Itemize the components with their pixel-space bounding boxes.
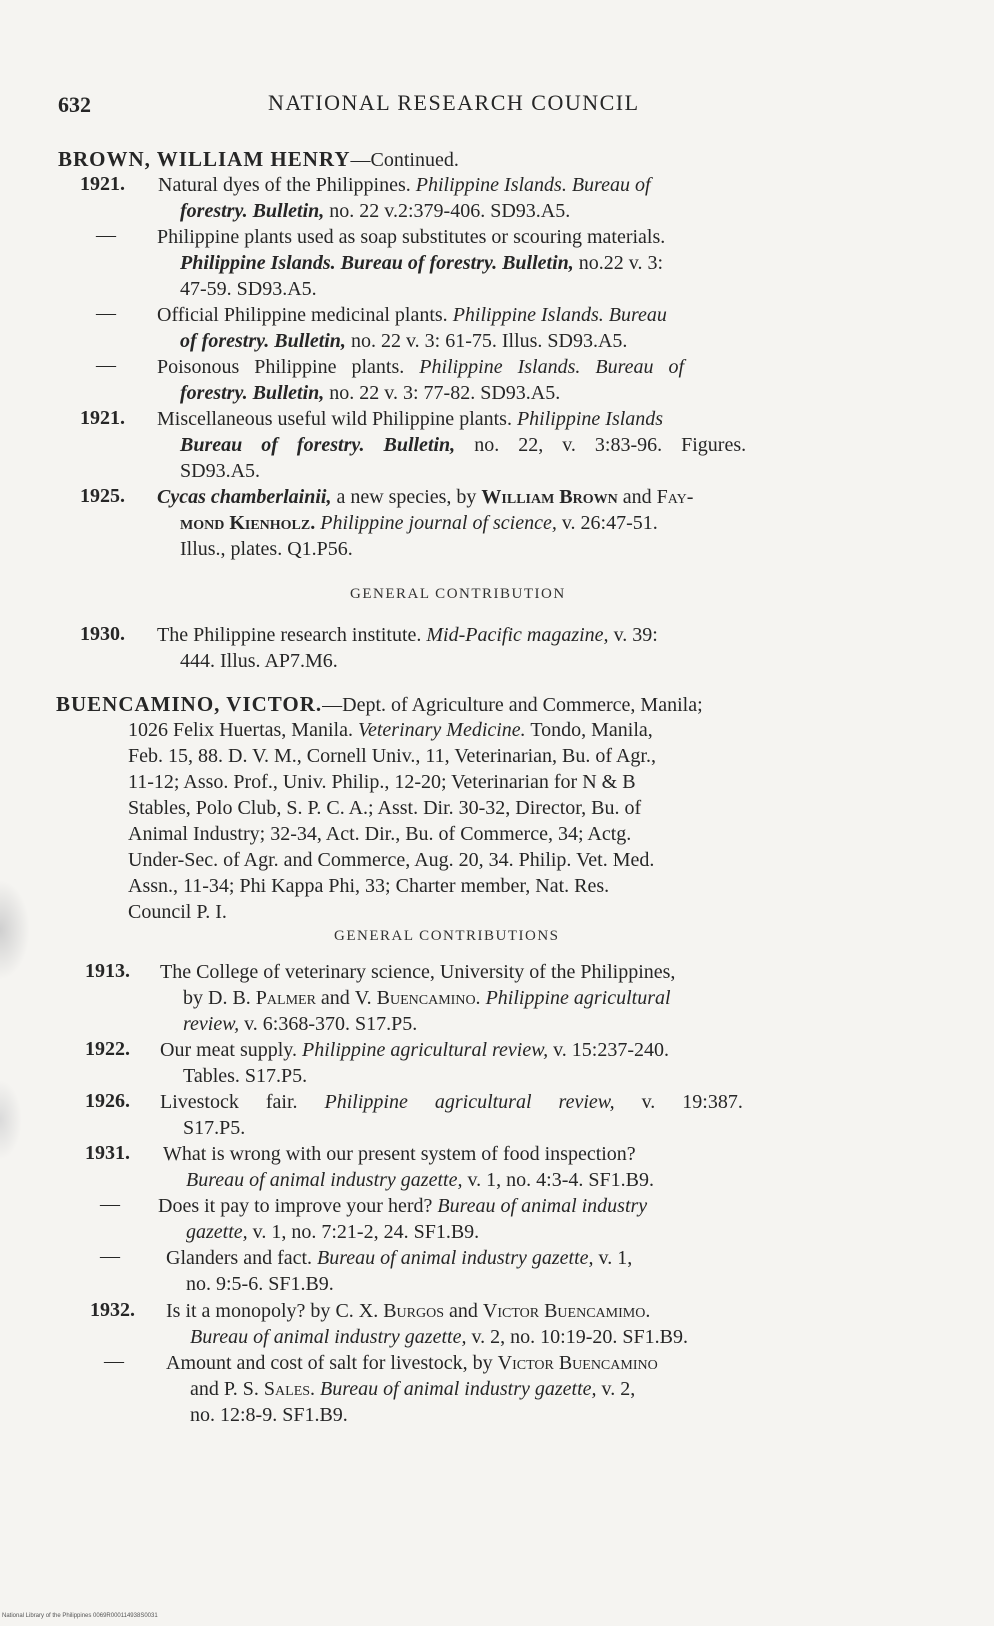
ditto-dash: — (96, 354, 116, 376)
ditto-dash: — (104, 1350, 124, 1372)
entry-citation: forestry. Bulletin, no. 22 v.2:379-406. SD93.A5. (180, 200, 571, 222)
scan-smudge (0, 880, 30, 980)
entry-year: 1921. (80, 407, 125, 429)
page-number: 632 (58, 92, 91, 117)
entry-year: 1926. (85, 1090, 130, 1112)
entry-citation: 47-59. SD93.A5. (180, 278, 317, 300)
entry-title: Philippine plants used as soap substitutes or scouring materials. (157, 226, 666, 248)
bio-line: Assn., 11-34; Phi Kappa Phi, 33; Charter member, Nat. Res. (128, 875, 610, 897)
entry-title: Livestock fair. Philippine agricultural review, v. 19:387. (160, 1091, 743, 1113)
entry-title: Our meat supply. Philippine agricultural review, v. 15:237-240. (160, 1039, 670, 1061)
entry-citation: gazette, v. 1, no. 7:21-2, 24. SF1.B9. (186, 1221, 480, 1243)
entry-citation: Illus., plates. Q1.P56. (180, 538, 353, 560)
entry-title: The Philippine research institute. Mid-Pacific magazine, v. 39: (157, 624, 658, 646)
entry-citation: no. 9:5-6. SF1.B9. (186, 1273, 334, 1295)
entry-citation: review, v. 6:368-370. S17.P5. (183, 1013, 418, 1035)
entry-year: 1931. (85, 1142, 130, 1164)
entry-citation: Bureau of forestry. Bulletin, no. 22, v. 3:83-96. Figures. (180, 434, 747, 456)
ditto-dash: — (96, 224, 116, 246)
entry-year: 1932. (90, 1299, 135, 1321)
author-heading-buencamino: BUENCAMINO, VICTOR.—Dept. of Agriculture and Commerce, Manila; (56, 692, 703, 716)
entry-title: Does it pay to improve your herd? Bureau of animal industry (158, 1195, 648, 1217)
entry-year: 1913. (85, 960, 130, 982)
entry-year: 1921. (80, 173, 125, 195)
ditto-dash: — (96, 302, 116, 324)
entry-citation: S17.P5. (183, 1117, 246, 1139)
entry-title: Is it a monopoly? by C. X. Burgos and Victor Buencamimo. (166, 1300, 651, 1322)
entry-citation: Bureau of animal industry gazette, v. 1, no. 4:3-4. SF1.B9. (186, 1169, 654, 1191)
entry-title: Official Philippine medicinal plants. Philippine Islands. Bureau (157, 304, 667, 326)
bio-line: 11-12; Asso. Prof., Univ. Philip., 12-20; Veterinarian for N & B (128, 771, 636, 793)
entry-citation: Tables. S17.P5. (183, 1065, 308, 1087)
entry-title: Poisonous Philippine plants. Philippine Islands. Bureau of (157, 356, 685, 378)
section-heading: GENERAL CONTRIBUTIONS (334, 928, 560, 944)
entry-citation: 444. Illus. AP7.M6. (180, 650, 338, 672)
entry-citation: Bureau of animal industry gazette, v. 2, no. 10:19-20. SF1.B9. (190, 1326, 688, 1348)
bio-line: 1026 Felix Huertas, Manila. Veterinary Medicine. Tondo, Manila, (128, 719, 653, 741)
author-heading-brown: BROWN, WILLIAM HENRY—Continued. (58, 147, 459, 171)
entry-title: What is wrong with our present system of food inspection? (163, 1143, 636, 1165)
scan-smudge-lower (0, 1080, 22, 1160)
ditto-dash: — (100, 1193, 120, 1215)
entry-citation: of forestry. Bulletin, no. 22 v. 3: 61-75. Illus. SD93.A5. (180, 330, 628, 352)
entry-citation: no. 12:8-9. SF1.B9. (190, 1404, 348, 1426)
entry-year: 1925. (80, 485, 125, 507)
entry-citation: mond Kienholz. Philippine journal of science, v. 26:47-51. (180, 512, 658, 534)
entry-citation: and P. S. Sales. Bureau of animal industry gazette, v. 2, (190, 1378, 636, 1400)
entry-title: The College of veterinary science, University of the Philippines, (160, 961, 676, 983)
bio-line: Feb. 15, 88. D. V. M., Cornell Univ., 11, Veterinarian, Bu. of Agr., (128, 745, 656, 767)
entry-title: Miscellaneous useful wild Philippine plants. Philippine Islands (157, 408, 664, 430)
entry-citation: by D. B. Palmer and V. Buencamino. Philippine agricultural (183, 987, 671, 1009)
bio-line: Council P. I. (128, 901, 227, 923)
entry-citation: forestry. Bulletin, no. 22 v. 3: 77-82. SD93.A5. (180, 382, 561, 404)
entry-year: 1922. (85, 1038, 130, 1060)
scan-footer: National Library of the Philippines 0069R000114938S0031 (2, 1613, 158, 1619)
entry-title: Glanders and fact. Bureau of animal industry gazette, v. 1, (166, 1247, 633, 1269)
ditto-dash: — (100, 1245, 120, 1267)
bio-line: Stables, Polo Club, S. P. C. A.; Asst. Dir. 30-32, Director, Bu. of (128, 797, 642, 819)
entry-title: Cycas chamberlainii, a new species, by William Brown and Fay- (157, 486, 694, 508)
running-title: NATIONAL RESEARCH COUNCIL (268, 90, 640, 115)
bio-line: Animal Industry; 32-34, Act. Dir., Bu. of Commerce, 34; Actg. (128, 823, 632, 845)
bio-line: Under-Sec. of Agr. and Commerce, Aug. 20, 34. Philip. Vet. Med. (128, 849, 655, 871)
entry-year: 1930. (80, 623, 125, 645)
entry-title: Natural dyes of the Philippines. Philippine Islands. Bureau of (158, 174, 651, 196)
section-heading: GENERAL CONTRIBUTION (350, 586, 566, 602)
entry-title: Amount and cost of salt for livestock, by Victor Buencamino (166, 1352, 658, 1374)
entry-citation: Philippine Islands. Bureau of forestry. Bulletin, no.22 v. 3: (180, 252, 664, 274)
entry-citation: SD93.A5. (180, 460, 261, 482)
